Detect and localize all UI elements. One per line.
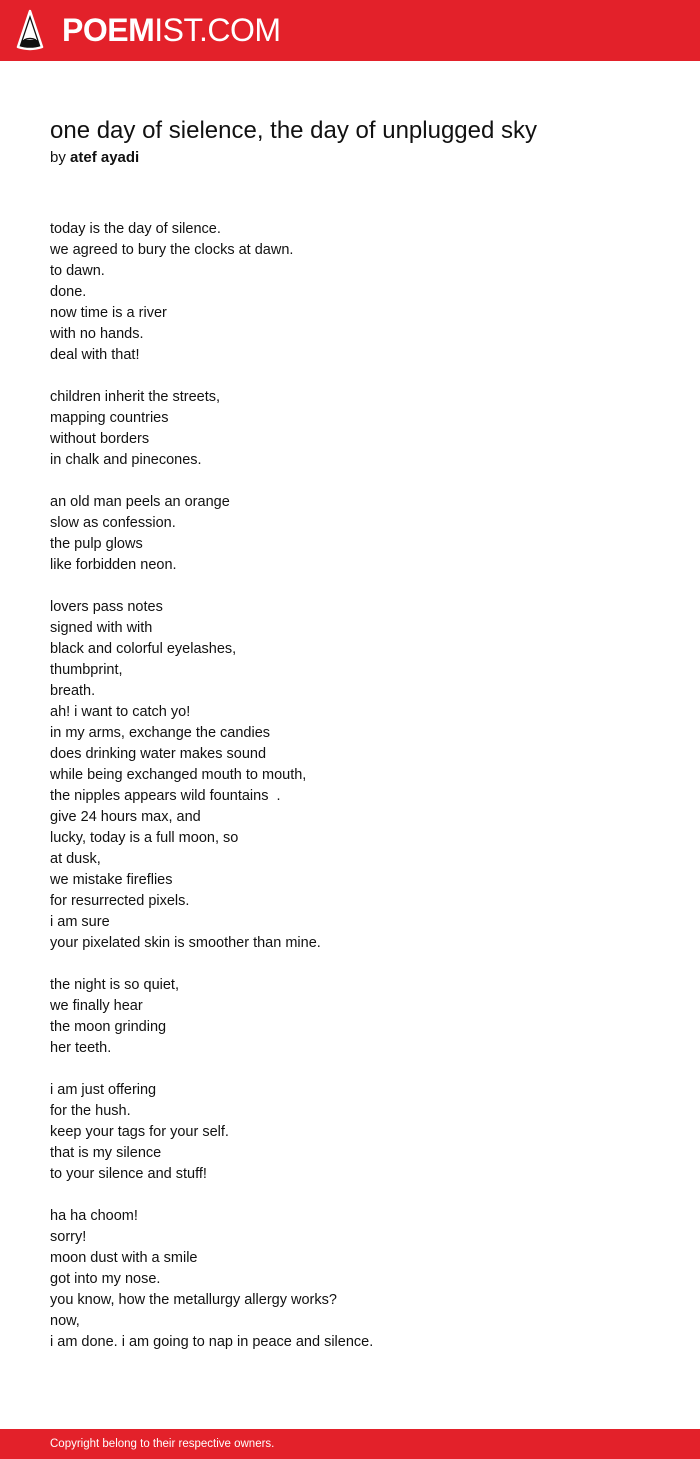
- poem-line: in my arms, exchange the candies: [50, 725, 271, 741]
- poem-line: children inherit the streets,: [50, 389, 221, 405]
- poem-line: in chalk and pinecones.: [50, 452, 202, 468]
- poem-line: now,: [50, 1313, 80, 1329]
- poem-line: her teeth.: [50, 1040, 112, 1056]
- stanza-break: [50, 366, 650, 387]
- logo-bold-text: POEM: [62, 12, 155, 48]
- poem-line: like forbidden neon.: [50, 557, 177, 573]
- pencil-icon[interactable]: [16, 9, 44, 51]
- poem-line: moon dust with a smile: [50, 1250, 198, 1266]
- stanza-break: [50, 1185, 650, 1206]
- poem-title: one day of sielence, the day of unplugged sky: [50, 117, 538, 144]
- poem-line: to your silence and stuff!: [50, 1166, 207, 1182]
- stanza-break: [50, 1059, 650, 1080]
- poem-line: i am just offering: [50, 1082, 157, 1098]
- poem-line: slow as confession.: [50, 515, 176, 531]
- poem-line: now time is a river: [50, 305, 167, 321]
- poem-line: lucky, today is a full moon, so: [50, 830, 239, 846]
- site-footer: [0, 1429, 700, 1459]
- author-name: atef ayadi: [70, 149, 140, 166]
- poem-line: thumbprint,: [50, 662, 123, 678]
- poem-line: mapping countries: [50, 410, 169, 426]
- poem-line: to dawn.: [50, 263, 105, 279]
- poem-line: an old man peels an orange: [50, 494, 230, 510]
- poem-line: for resurrected pixels.: [50, 893, 190, 909]
- stanza-break: [50, 576, 650, 597]
- poem-line: at dusk,: [50, 851, 101, 867]
- poem-line: ha ha choom!: [50, 1208, 138, 1224]
- poem-line: signed with with: [50, 620, 153, 636]
- poem-line: we finally hear: [50, 998, 143, 1014]
- stanza-break: [50, 954, 650, 975]
- poem-line: breath.: [50, 683, 96, 699]
- poem-line: we agreed to bury the clocks at dawn.: [50, 242, 294, 258]
- poem-line: with no hands.: [50, 326, 144, 342]
- poem-line: i am done. i am going to nap in peace and silence.: [50, 1334, 374, 1350]
- poem-line: done.: [50, 284, 87, 300]
- poem-line: today is the day of silence.: [50, 221, 221, 237]
- stanza-break: [50, 471, 650, 492]
- poem-line: the nipples appears wild fountains .: [50, 788, 281, 804]
- poem-line: the pulp glows: [50, 536, 143, 552]
- poem-line: the night is so quiet,: [50, 977, 179, 993]
- poem-line: for the hush.: [50, 1103, 131, 1119]
- poem-line: you know, how the metallurgy allergy works?: [50, 1292, 337, 1308]
- poem-line: give 24 hours max, and: [50, 809, 201, 825]
- poem-line: lovers pass notes: [50, 599, 163, 615]
- by-label: by: [50, 149, 66, 166]
- byline: [50, 148, 139, 168]
- poem-line: your pixelated skin is smoother than mine.: [50, 935, 321, 951]
- poem-line: deal with that!: [50, 347, 140, 363]
- poem-body: [50, 219, 650, 1353]
- poem-line: does drinking water makes sound: [50, 746, 267, 762]
- poem-line: we mistake fireflies: [50, 872, 173, 888]
- poem-line: got into my nose.: [50, 1271, 161, 1287]
- logo-light-text: IST.COM: [154, 12, 281, 48]
- poem-line: without borders: [50, 431, 150, 447]
- poem-line: i am sure: [50, 914, 110, 930]
- poem-line: while being exchanged mouth to mouth,: [50, 767, 307, 783]
- poem-line: sorry!: [50, 1229, 87, 1245]
- poem-line: the moon grinding: [50, 1019, 167, 1035]
- poem-line: black and colorful eyelashes,: [50, 641, 237, 657]
- poem-line: that is my silence: [50, 1145, 162, 1161]
- site-header: [0, 0, 700, 61]
- site-logo[interactable]: [62, 11, 281, 49]
- poem-line: ah! i want to catch yo!: [50, 704, 191, 720]
- copyright-text: Copyright belong to their respective owners.: [50, 1438, 275, 1450]
- poem-line: keep your tags for your self.: [50, 1124, 229, 1140]
